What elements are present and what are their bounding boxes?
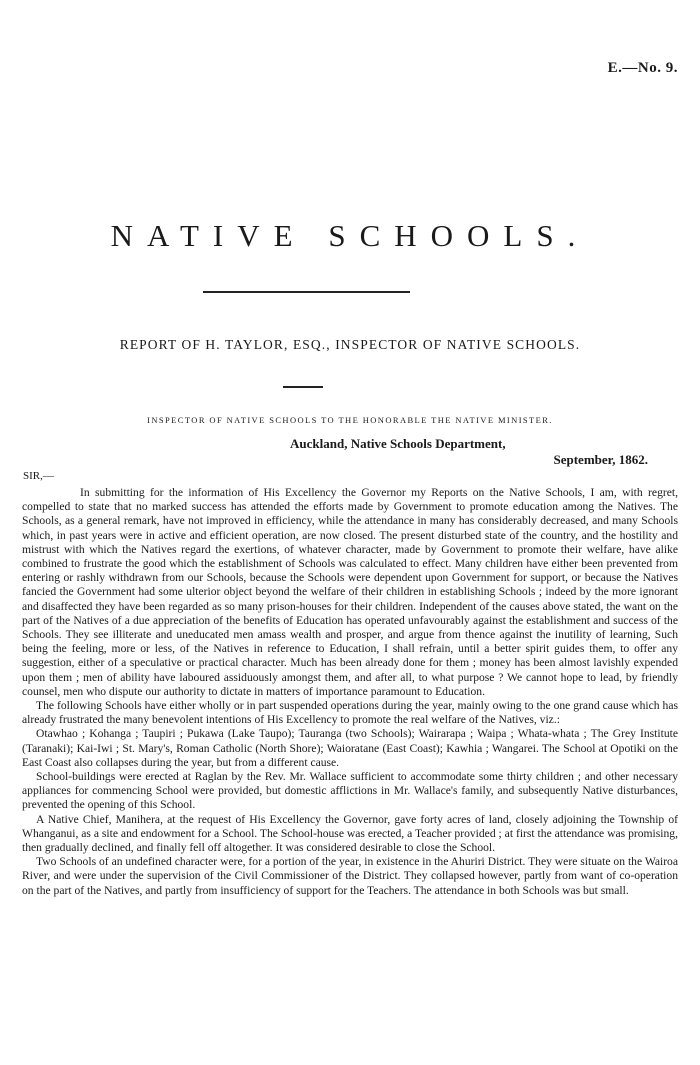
report-title: REPORT OF H. TAYLOR, ESQ., INSPECTOR OF NATIVE SCHOOLS. — [119, 337, 581, 352]
letter-body — [22, 486, 678, 898]
body-paragraph: Two Schools of an undefined character were, for a portion of the year, in existence in the Ahuriri District. They were situate on the Wairoa River, and were under the supervision of the Civil Commissioner of the District. They collapsed however, partly from want of co-operation on the part of the Natives, and partly from insufficiency of support for the Teachers. The attendance in both Schools was but small. — [22, 855, 678, 897]
title-divider — [203, 291, 410, 293]
letter-address-line: INSPECTOR OF NATIVE SCHOOLS TO THE HONORABLE THE NATIVE MINISTER. — [147, 415, 553, 425]
page-title: NATIVE SCHOOLS. — [110, 218, 590, 253]
section-divider — [283, 386, 323, 388]
body-paragraph: A Native Chief, Manihera, at the request of His Excellency the Governor, gave forty acres of land, closely adjoining the Township of Whanganui, as a site and endowment for a School. The School-house was erected, a Teacher provided ; at first the attendance was promising, then gradually declined, and finally fell off altogether. It was considered desirable to close the School. — [22, 812, 678, 855]
letter-date: September, 1862. — [553, 452, 648, 467]
school-list-paragraph: Otawhao ; Kohanga ; Taupiri ; Pukawa (Lake Taupo); Tauranga (two Schools); Wairarapa ; Waipa ; Whata-whata ; The Grey Institute (Taranaki); Kai-Iwi ; St. Mary's, Roman Catholic (North Shore); Waioratane (East Coast); Kawhia ; Wangarei. The School at Opotiki on the East Coast also collapses during the year, but from a different cause. — [22, 727, 678, 769]
document-reference: E.—No. 9. — [607, 60, 678, 76]
body-paragraph: School-buildings were erected at Raglan by the Rev. Mr. Wallace sufficient to accommodate some thirty children ; and other necessary appliances for commencing School were provided, but domestic afflictions in Mr. Wallace's family, and subsequently Native disturbances, prevented the opening of this School. — [22, 770, 678, 812]
body-paragraph: In submitting for the information of His Excellency the Governor my Reports on the Native Schools, I am, with regret, compelled to state that no marked success has attended the efforts made by Government to promote education among the Natives. The Schools, as a general remark, have not improved in efficiency, while the attendance in many has considerably decreased, and many Schools which, in past years were in active and efficient operation, are now closed. The present disturbed state of the country, and the hostility and mistrust with which the Natives regard the exertions, of whatever character, made by Government to promote their welfare, have alike combined to frustrate the good which the establishment of Schools was calculated to effect. Many children have either been prevented from entering or rashly withdrawn from our Schools, because the Schools were dependent upon Government for support, or because the Natives fancied the Government had some ulterior object beyond the welfare of their children in establishing Schools ; indeed by the more ignorant and disaffected they have been regarded as so many prison-houses for their children. Independent of the causes above stated, the want on the part of the Natives of a due appreciation of the benefits of Education has operated unfavourably against the establishment and success of the Schools. They see illiterate and uneducated men amass wealth and prosper, and argue from thence against the inutility of learning, Such being the feeling, more or less, of the Natives in reference to Education, I shall refrain, until a better spirit guides them, to offer any suggestion, either of a speculative or practical character. Much has been already done for them ; money has been almost lavishly expended upon them ; men of ability have laboured assiduously amongst them, and after all, to what purpose ? We cannot hope to lead, by friendly counsel, men who dispute our authority to dictate in matters of importance paramount to Education. — [22, 486, 678, 698]
letter-salutation: SIR,— — [23, 470, 54, 482]
letter-place: Auckland, Native Schools Department, — [290, 436, 506, 451]
body-paragraph: The following Schools have either wholly or in part suspended operations during the year, mainly owing to the one grand cause which has already frustrated the many benevolent intentions of His Excellency to promote the real welfare of the Natives, viz.: — [22, 699, 678, 727]
